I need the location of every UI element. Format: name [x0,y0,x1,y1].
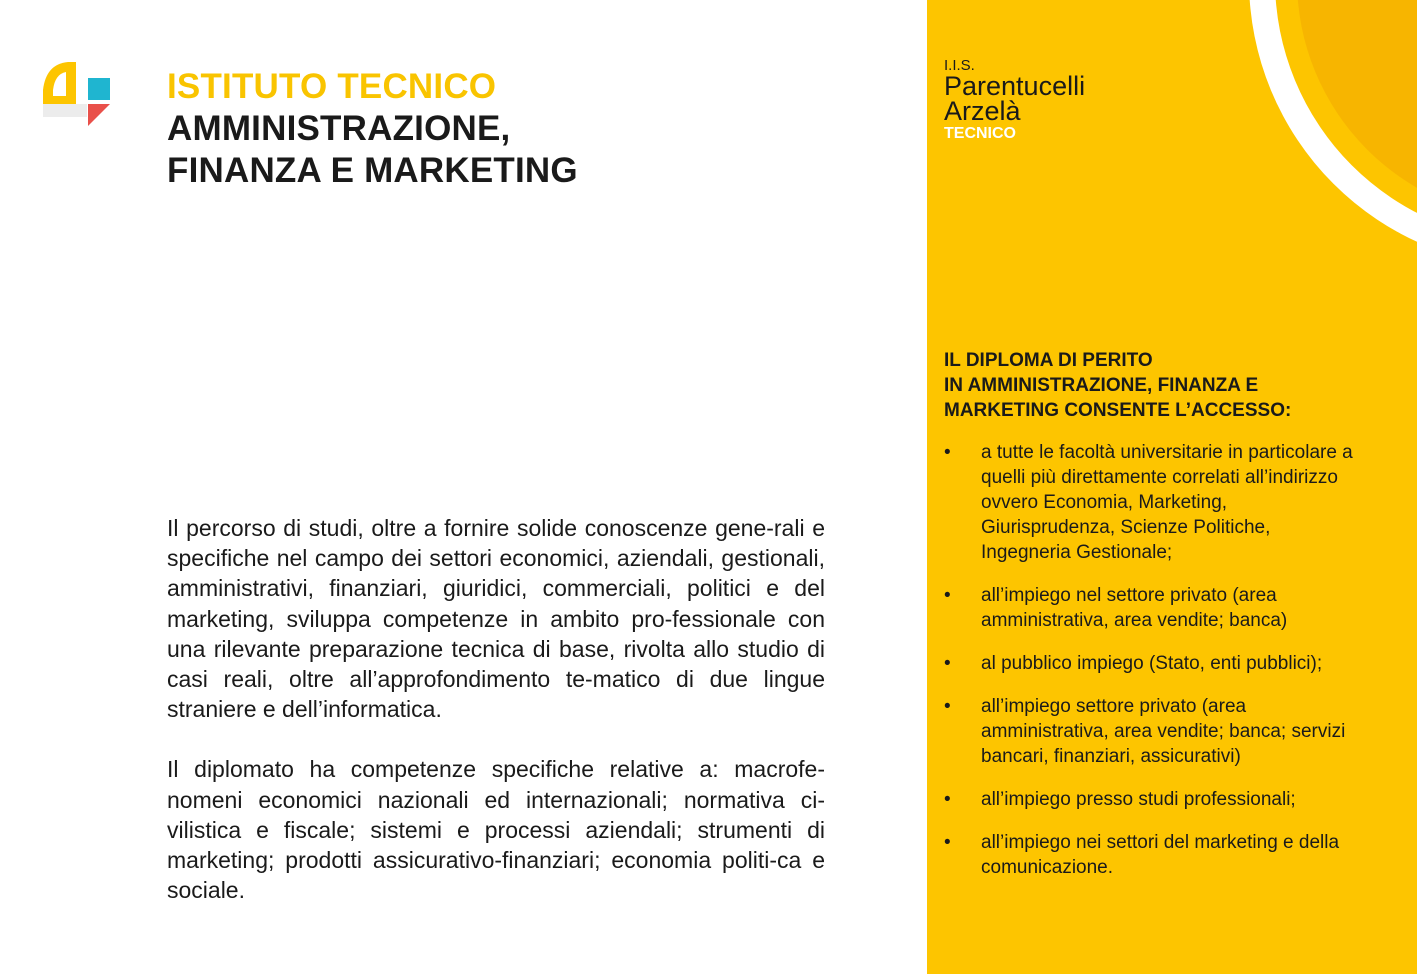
school-brand [944,57,1085,144]
description-paragraph-1: Il percorso di studi, oltre a fornire solide conoscenze gene-rali e specifiche nel campo dei settori economici, aziendali, gestionali, amministrativi, finanziari, giuridici, commerciali, politici e del marketing, sviluppa competenze in ambito pro-fessionale con una rilevante preparazione tecnica di base, rivolta allo studio di casi reali, oltre all’approfondimento te-matico di due lingue straniere e dell’informatica. [167,515,825,723]
diploma-heading [944,348,1344,423]
list-item [944,583,1364,633]
brand-name-line1: Parentucelli [944,71,1086,101]
bullet-icon: • [944,653,951,674]
list-item [944,787,1364,812]
brand-name-line2: Arzelà [944,96,1021,126]
title-course-line2: FINANZA E MARKETING [167,151,578,190]
list-item [944,694,1364,769]
bullet-icon: • [944,789,951,810]
right-panel [927,0,1417,974]
bullet-icon: • [944,696,951,717]
diploma-heading-line3: MARKETING CONSENTE L’ACCESSO: [944,400,1292,421]
bullet-icon: • [944,832,951,853]
list-item-text: all’impiego nel settore privato (area amministrativa, area vendite; banca) [981,585,1288,631]
list-item [944,651,1364,676]
decorative-arc [927,0,1417,360]
description-paragraph-2: Il diplomato ha competenze specifiche relative a: macrofe-nomeni economici nazionali ed internazionali; normativa ci-vilistica e fiscale; sistemi e processi aziendali; strumenti di marketing; prodotti assicurativo-finanziari; economia politi-ca e sociale. [167,756,825,904]
bullet-icon: • [944,442,951,463]
list-item-text: all’impiego nei settori del marketing e della comunicazione. [981,832,1340,878]
bullet-icon: • [944,585,951,606]
school-logo [42,60,112,126]
diploma-heading-line1: IL DIPLOMA DI PERITO [944,350,1153,371]
list-item-text: al pubblico impiego (Stato, enti pubblici); [981,653,1323,674]
page-title [167,66,578,192]
title-institute: ISTITUTO TECNICO [167,67,497,106]
list-item-text: a tutte le facoltà universitarie in particolare a quelli più direttamente correlati all’indirizzo ovvero Economia, Marketing, Giurisprudenza, Scienze Politiche, Ingegneria Gestionale; [981,442,1353,563]
access-list [944,440,1364,898]
course-description [167,513,825,935]
list-item-text: all’impiego settore privato (area amministrativa, area vendite; banca; servizi bancari, finanziari, assicurativi) [981,696,1346,767]
list-item-text: all’impiego presso studi professionali; [981,789,1296,810]
list-item [944,830,1364,880]
diploma-heading-line2: IN AMMINISTRAZIONE, FINANZA E [944,375,1259,396]
title-course-line1: AMMINISTRAZIONE, [167,109,511,148]
brand-iis: I.I.S. [944,57,975,74]
list-item [944,440,1364,565]
brand-subtitle: TECNICO [944,125,1016,142]
